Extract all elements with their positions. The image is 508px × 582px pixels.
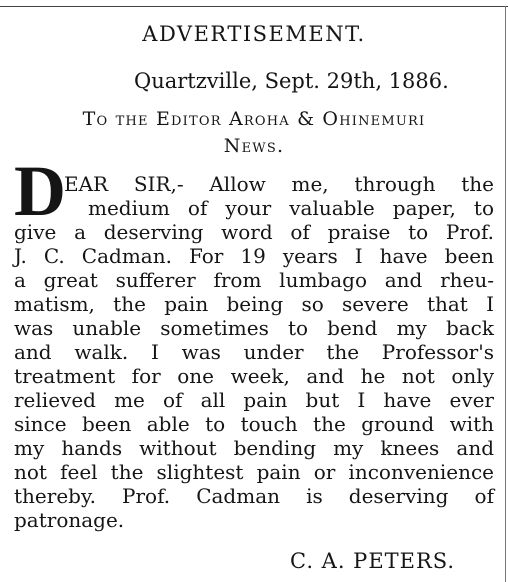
letter-line-14: thereby. Prof. Cadman is deserving of: [14, 484, 494, 508]
letter-line-13: not feel the slightest pain or inconvenience: [14, 460, 494, 484]
letter-line-1: EAR SIR,- Allow me, through the: [64, 172, 494, 196]
addressee: [6, 106, 502, 160]
letter-line-7: was unable sometimes to bend my back: [14, 316, 494, 340]
letter-line-5: a great sufferer from lumbago and rheu-: [14, 268, 494, 292]
letter-line-8: and walk. I was under the Professor's: [14, 340, 494, 364]
addressee-line-2: News.: [223, 135, 285, 157]
advertisement-heading: ADVERTISEMENT.: [142, 22, 366, 46]
letter-line-6: matism, the pain being so severe that I: [14, 292, 494, 316]
letter-line-12: my hands without bending my knees and: [14, 436, 494, 460]
letter-line-4: J. C. Cadman. For 19 years I have been: [14, 244, 494, 268]
letter-line-2: medium of your valuable paper, to: [88, 196, 494, 220]
addressee-line-1: To the Editor Aroha & Ohinemuri: [82, 108, 426, 130]
letter-line-11: since been able to touch the ground with: [14, 412, 494, 436]
letter-line-10: relieved me of all pain but I have ever: [14, 388, 494, 412]
letter-line-3: give a deserving word of praise to Prof.: [14, 220, 494, 244]
column-rule-right: [505, 6, 506, 582]
letter-line-9: treatment for one week, and he not only: [14, 364, 494, 388]
dateline: Quartzville, Sept. 29th, 1886.: [134, 69, 449, 93]
letter-line-15: patronage.: [14, 508, 125, 532]
column-rule-top: [0, 6, 508, 7]
signature: C. A. PETERS.: [290, 549, 456, 573]
drop-cap: D: [14, 151, 66, 231]
